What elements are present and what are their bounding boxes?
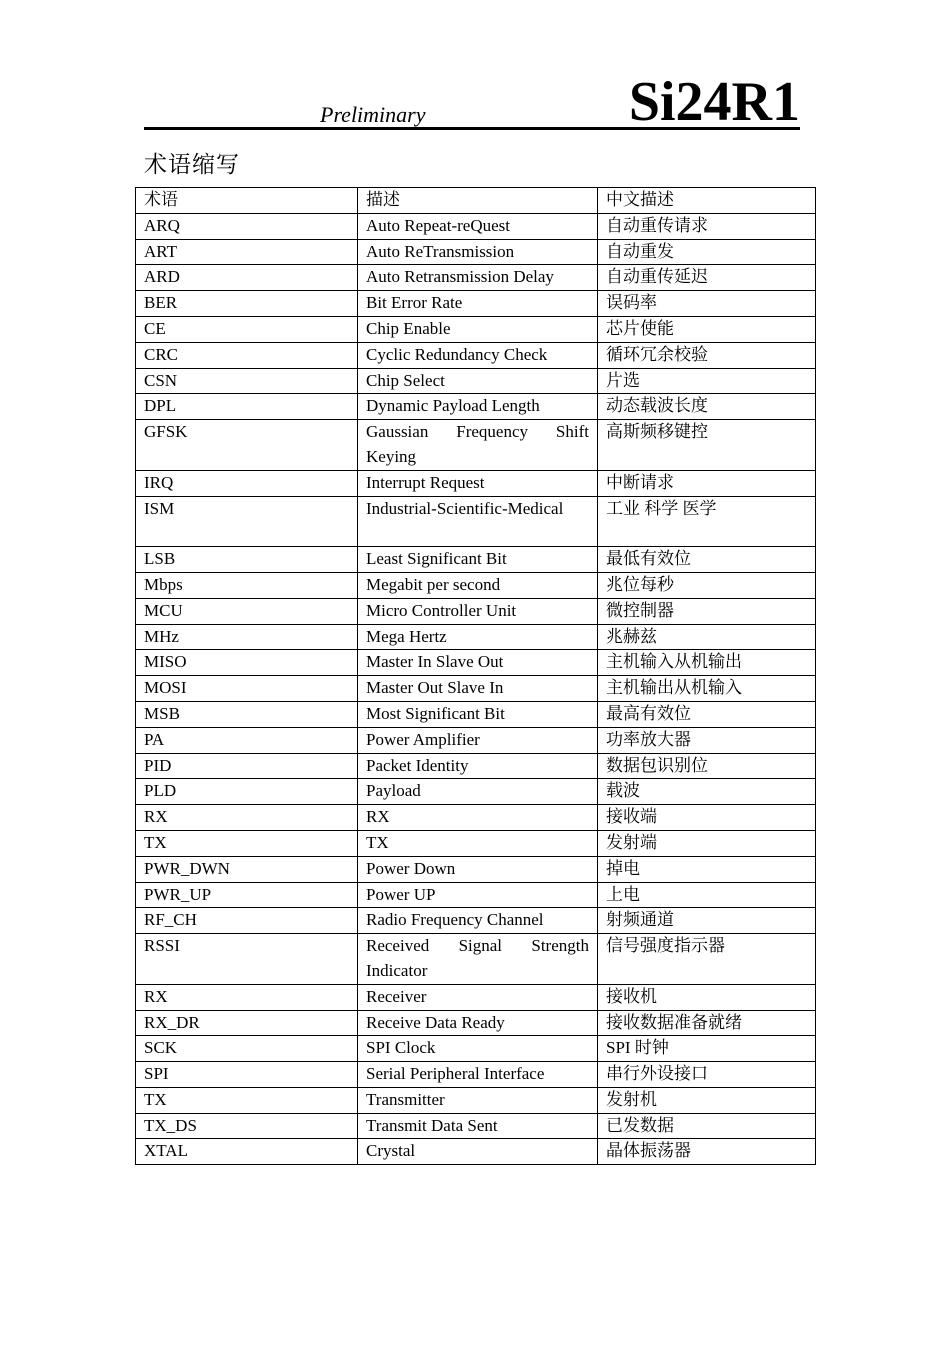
term-cell: CE — [136, 316, 358, 342]
chinese-description-cell: 载波 — [598, 779, 816, 805]
table-row — [136, 598, 816, 624]
page-header — [144, 70, 800, 133]
table-row — [136, 1113, 816, 1139]
table-row — [136, 572, 816, 598]
description-cell: Least Significant Bit — [358, 547, 598, 573]
term-cell: ART — [136, 239, 358, 265]
chinese-description-cell: 数据包识别位 — [598, 753, 816, 779]
header-cell-term: 术语 — [136, 188, 358, 214]
table-row — [136, 805, 816, 831]
chinese-description-cell: 微控制器 — [598, 598, 816, 624]
table-row — [136, 727, 816, 753]
chinese-description-cell: 发射端 — [598, 830, 816, 856]
description-cell: Auto Repeat-reQuest — [358, 213, 598, 239]
table-row — [136, 547, 816, 573]
description-cell: Auto ReTransmission — [358, 239, 598, 265]
description-cell: Packet Identity — [358, 753, 598, 779]
term-cell: TX — [136, 1087, 358, 1113]
chinese-description-cell: 接收数据准备就绪 — [598, 1010, 816, 1036]
term-cell: RX_DR — [136, 1010, 358, 1036]
term-cell: Mbps — [136, 572, 358, 598]
table-row — [136, 934, 816, 985]
term-cell: RF_CH — [136, 908, 358, 934]
chinese-description-cell: 串行外设接口 — [598, 1062, 816, 1088]
table-row — [136, 650, 816, 676]
chinese-description-cell: 高斯频移键控 — [598, 420, 816, 471]
table-row — [136, 753, 816, 779]
term-cell: DPL — [136, 394, 358, 420]
table-row — [136, 1062, 816, 1088]
term-cell: RX — [136, 984, 358, 1010]
chinese-description-cell: 兆位每秒 — [598, 572, 816, 598]
chinese-description-cell: 自动重传请求 — [598, 213, 816, 239]
description-cell: Crystal — [358, 1139, 598, 1165]
chinese-description-cell: 片选 — [598, 368, 816, 394]
table-row — [136, 984, 816, 1010]
description-cell: Interrupt Request — [358, 470, 598, 496]
chinese-description-cell: 功率放大器 — [598, 727, 816, 753]
table-row — [136, 394, 816, 420]
chinese-description-cell: 兆赫兹 — [598, 624, 816, 650]
table-row — [136, 291, 816, 317]
description-cell: Chip Enable — [358, 316, 598, 342]
description-cell: Power UP — [358, 882, 598, 908]
description-cell: Cyclic Redundancy Check — [358, 342, 598, 368]
description-cell: Serial Peripheral Interface — [358, 1062, 598, 1088]
term-cell: PID — [136, 753, 358, 779]
term-cell: TX — [136, 830, 358, 856]
chinese-description-cell: 最高有效位 — [598, 701, 816, 727]
term-cell: ISM — [136, 496, 358, 547]
description-cell: Mega Hertz — [358, 624, 598, 650]
description-cell: Chip Select — [358, 368, 598, 394]
table-row — [136, 342, 816, 368]
term-cell: SPI — [136, 1062, 358, 1088]
term-cell: RSSI — [136, 934, 358, 985]
chinese-description-cell: 信号强度指示器 — [598, 934, 816, 985]
table-row — [136, 368, 816, 394]
header-cell-chinese: 中文描述 — [598, 188, 816, 214]
term-cell: ARQ — [136, 213, 358, 239]
table-row — [136, 830, 816, 856]
chinese-description-cell: 主机输出从机输入 — [598, 676, 816, 702]
term-cell: XTAL — [136, 1139, 358, 1165]
chinese-description-cell: 循环冗余校验 — [598, 342, 816, 368]
table-row — [136, 701, 816, 727]
table-row — [136, 676, 816, 702]
description-cell: TX — [358, 830, 598, 856]
term-cell: BER — [136, 291, 358, 317]
term-cell: MOSI — [136, 676, 358, 702]
table-row — [136, 624, 816, 650]
chinese-description-cell: 晶体振荡器 — [598, 1139, 816, 1165]
term-cell: PWR_UP — [136, 882, 358, 908]
chinese-description-cell: 误码率 — [598, 291, 816, 317]
term-cell: MHz — [136, 624, 358, 650]
description-cell: Bit Error Rate — [358, 291, 598, 317]
description-cell: Industrial-Scientific-Medical — [358, 496, 598, 547]
term-cell: TX_DS — [136, 1113, 358, 1139]
table-row — [136, 1010, 816, 1036]
preliminary-label: Preliminary — [320, 102, 426, 127]
chinese-description-cell: 发射机 — [598, 1087, 816, 1113]
chinese-description-cell: 工业 科学 医学 — [598, 496, 816, 547]
table-row — [136, 420, 816, 471]
description-cell: Transmit Data Sent — [358, 1113, 598, 1139]
description-cell: Receiver — [358, 984, 598, 1010]
term-cell: PA — [136, 727, 358, 753]
chinese-description-cell: 上电 — [598, 882, 816, 908]
table-row — [136, 908, 816, 934]
table-row — [136, 470, 816, 496]
term-cell: PLD — [136, 779, 358, 805]
term-cell: IRQ — [136, 470, 358, 496]
description-cell: SPI Clock — [358, 1036, 598, 1062]
term-cell: ARD — [136, 265, 358, 291]
table-header-row — [136, 188, 816, 214]
term-cell: RX — [136, 805, 358, 831]
chinese-description-cell: SPI 时钟 — [598, 1036, 816, 1062]
chinese-description-cell: 自动重传延迟 — [598, 265, 816, 291]
term-cell: LSB — [136, 547, 358, 573]
description-cell: Payload — [358, 779, 598, 805]
chinese-description-cell: 接收端 — [598, 805, 816, 831]
description-cell: Receive Data Ready — [358, 1010, 598, 1036]
description-cell: Master Out Slave In — [358, 676, 598, 702]
description-cell: Radio Frequency Channel — [358, 908, 598, 934]
table-row — [136, 265, 816, 291]
product-name: Si24R1 — [628, 71, 800, 133]
term-cell: MCU — [136, 598, 358, 624]
table-row — [136, 856, 816, 882]
glossary-table — [135, 187, 816, 1165]
term-cell: CRC — [136, 342, 358, 368]
description-cell: RX — [358, 805, 598, 831]
table-row — [136, 1036, 816, 1062]
term-cell: MSB — [136, 701, 358, 727]
description-cell: Master In Slave Out — [358, 650, 598, 676]
chinese-description-cell: 最低有效位 — [598, 547, 816, 573]
chinese-description-cell: 掉电 — [598, 856, 816, 882]
chinese-description-cell: 接收机 — [598, 984, 816, 1010]
table-row — [136, 1139, 816, 1165]
description-cell: Most Significant Bit — [358, 701, 598, 727]
description-cell: Dynamic Payload Length — [358, 394, 598, 420]
chinese-description-cell: 芯片使能 — [598, 316, 816, 342]
header-rule — [144, 127, 800, 130]
term-cell: SCK — [136, 1036, 358, 1062]
table-row — [136, 496, 816, 547]
chinese-description-cell: 主机输入从机输出 — [598, 650, 816, 676]
term-cell: CSN — [136, 368, 358, 394]
description-cell: Power Down — [358, 856, 598, 882]
table-row — [136, 1087, 816, 1113]
term-cell: MISO — [136, 650, 358, 676]
term-cell: GFSK — [136, 420, 358, 471]
description-cell: Transmitter — [358, 1087, 598, 1113]
description-cell: Power Amplifier — [358, 727, 598, 753]
table-row — [136, 882, 816, 908]
chinese-description-cell: 中断请求 — [598, 470, 816, 496]
table-row — [136, 239, 816, 265]
description-cell: Received Signal Strength Indicator — [358, 934, 598, 985]
chinese-description-cell: 射频通道 — [598, 908, 816, 934]
chinese-description-cell: 已发数据 — [598, 1113, 816, 1139]
description-cell: Megabit per second — [358, 572, 598, 598]
table-row — [136, 316, 816, 342]
header-cell-description: 描述 — [358, 188, 598, 214]
description-cell: Micro Controller Unit — [358, 598, 598, 624]
chinese-description-cell: 动态载波长度 — [598, 394, 816, 420]
description-cell: Gaussian Frequency Shift Keying — [358, 420, 598, 471]
section-title: 术语缩写 — [144, 152, 240, 178]
description-cell: Auto Retransmission Delay — [358, 265, 598, 291]
table-row — [136, 213, 816, 239]
chinese-description-cell: 自动重发 — [598, 239, 816, 265]
term-cell: PWR_DWN — [136, 856, 358, 882]
table-row — [136, 779, 816, 805]
